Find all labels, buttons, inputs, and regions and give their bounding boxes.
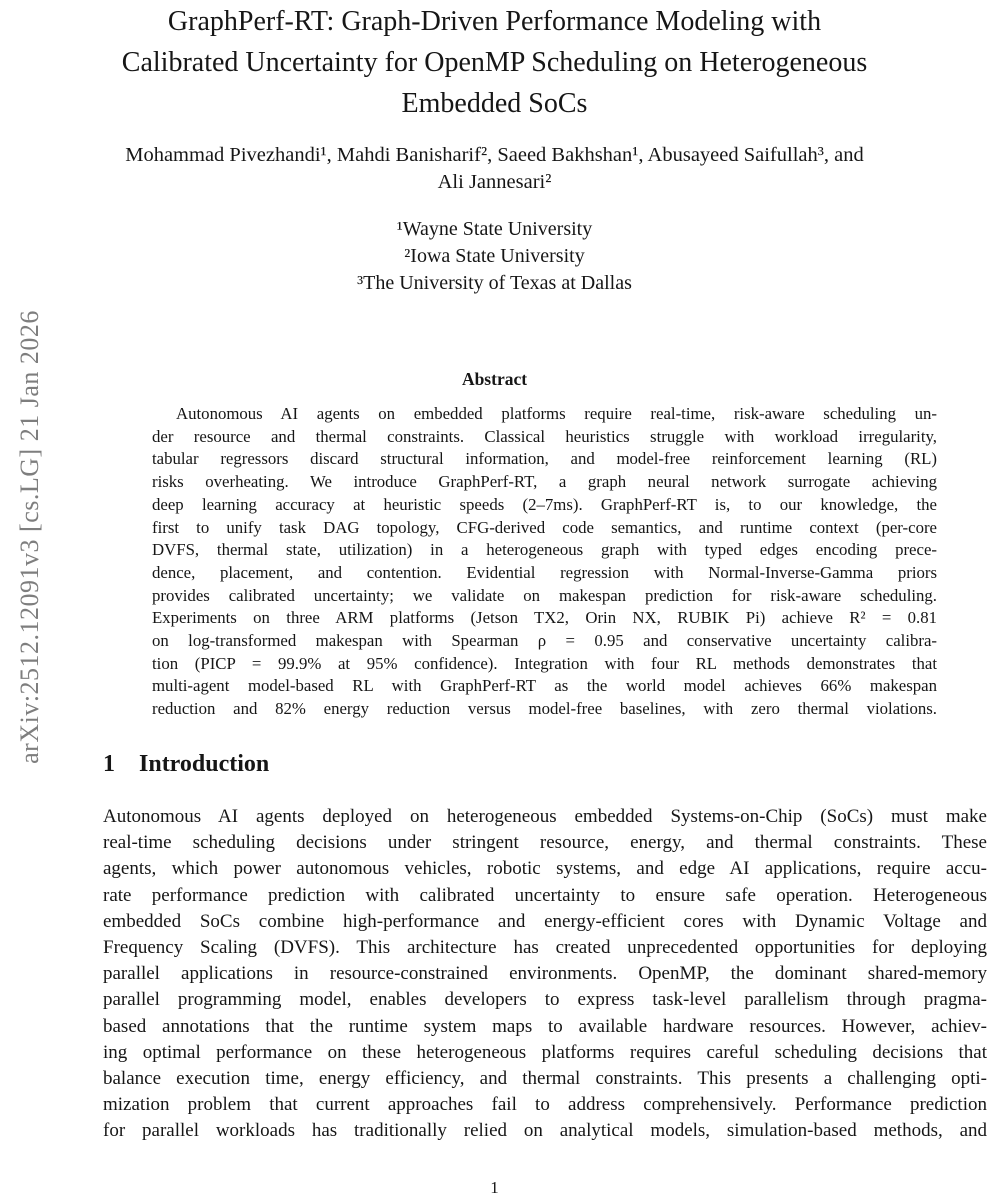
- text-line: rate performance prediction with calibrated uncertainty to ensure safe operation. Heterogeneous: [103, 884, 987, 906]
- text-line: ³The University of Texas at Dallas: [357, 271, 632, 294]
- text-line: Embedded SoCs: [401, 88, 588, 119]
- text-line: based annotations that the runtime system maps to available hardware resources. However, achiev-: [103, 1015, 987, 1037]
- text-line: ¹Wayne State University: [396, 218, 593, 240]
- intro-paragraph: [103, 804, 987, 1145]
- text-line: reduction and 82% energy reduction versus model-free baselines, with zero thermal violations.: [152, 699, 937, 719]
- paper-title: [0, 1, 989, 124]
- text-line: mization problem that current approaches fail to address comprehensively. Performance prediction: [103, 1094, 987, 1116]
- text-line: parallel programming model, enables developers to express task-level parallelism through pragma-: [103, 989, 987, 1011]
- text-line: Calibrated Uncertainty for OpenMP Scheduling on Heterogeneous: [121, 47, 868, 78]
- text-line: Mohammad Pivezhandi¹, Mahdi Banisharif², Saeed Bakhshan¹, Abusayeed Saifullah³, and: [125, 144, 864, 166]
- text-line: Autonomous AI agents on embedded platforms require real-time, risk-aware scheduling un-: [176, 404, 937, 423]
- page-number: 1: [490, 1178, 499, 1197]
- section-title: Introduction: [139, 751, 270, 777]
- text-line: tabular regressors discard structural information, and model-free reinforcement learning (RL): [152, 449, 937, 469]
- abstract-text: [152, 403, 937, 721]
- text-line: parallel applications in resource-constrained environments. OpenMP, the dominant shared-memory: [103, 963, 987, 985]
- text-line: agents, which power autonomous vehicles, robotic systems, and edge AI applications, require accu-: [103, 858, 987, 880]
- text-line: on log-transformed makespan with Spearman ρ = 0.95 and conservative uncertainty calibra-: [152, 631, 937, 651]
- text-line: ing optimal performance on these heterogeneous platforms requires careful scheduling decisions that: [103, 1041, 987, 1063]
- text-line: DVFS, thermal state, utilization) in a heterogeneous graph with typed edges encoding prece-: [152, 540, 937, 560]
- text-line: Autonomous AI agents deployed on heterogeneous embedded Systems-on-Chip (SoCs) must make: [103, 806, 987, 827]
- text-line: multi-agent model-based RL with GraphPerf-RT as the world model achieves 66% makespan: [152, 676, 937, 696]
- text-line: Frequency Scaling (DVFS). This architecture has created unprecedented opportunities for deploying: [103, 937, 987, 959]
- text-line: first to unify task DAG topology, CFG-derived code semantics, and runtime context (per-core: [152, 517, 937, 537]
- section-heading-introduction: [103, 751, 269, 778]
- abstract-heading: Abstract: [461, 369, 528, 389]
- text-line: provides calibrated uncertainty; we validate on makespan prediction for risk-aware scheduling.: [152, 585, 937, 605]
- text-line: ²Iowa State University: [404, 244, 585, 267]
- author-list: [0, 142, 989, 196]
- text-line: embedded SoCs combine high-performance and energy-efficient cores with Dynamic Voltage and: [103, 910, 987, 932]
- text-line: risks overheating. We introduce GraphPerf-RT, a graph neural network surrogate achieving: [152, 472, 937, 492]
- text-line: dence, placement, and contention. Evidential regression with Normal-Inverse-Gamma priors: [152, 562, 937, 582]
- text-line: tion (PICP = 99.9% at 95% confidence). Integration with four RL methods demonstrates that: [152, 653, 937, 673]
- text-line: der resource and thermal constraints. Classical heuristics struggle with workload irregularity,: [152, 426, 937, 446]
- arxiv-banner: arXiv:2512.12091v3 [cs.LG] 21 Jan 2026: [15, 310, 44, 764]
- text-line: balance execution time, energy efficiency, and thermal constraints. This presents a challenging opti-: [103, 1068, 987, 1090]
- section-number: 1: [103, 751, 115, 777]
- text-line: Experiments on three ARM platforms (Jetson TX2, Orin NX, RUBIK Pi) achieve R² = 0.81: [152, 608, 937, 628]
- affiliation-list: [0, 216, 989, 296]
- text-line: for parallel workloads has traditionally relied on analytical models, simulation-based methods, and: [103, 1120, 987, 1142]
- text-line: Ali Jannesari²: [437, 171, 552, 193]
- text-line: real-time scheduling decisions under stringent resource, energy, and thermal constraints. These: [103, 832, 987, 854]
- text-line: GraphPerf-RT: Graph-Driven Performance Modeling with: [167, 6, 822, 37]
- text-line: deep learning accuracy at heuristic speeds (2–7ms). GraphPerf-RT is, to our knowledge, the: [152, 494, 937, 514]
